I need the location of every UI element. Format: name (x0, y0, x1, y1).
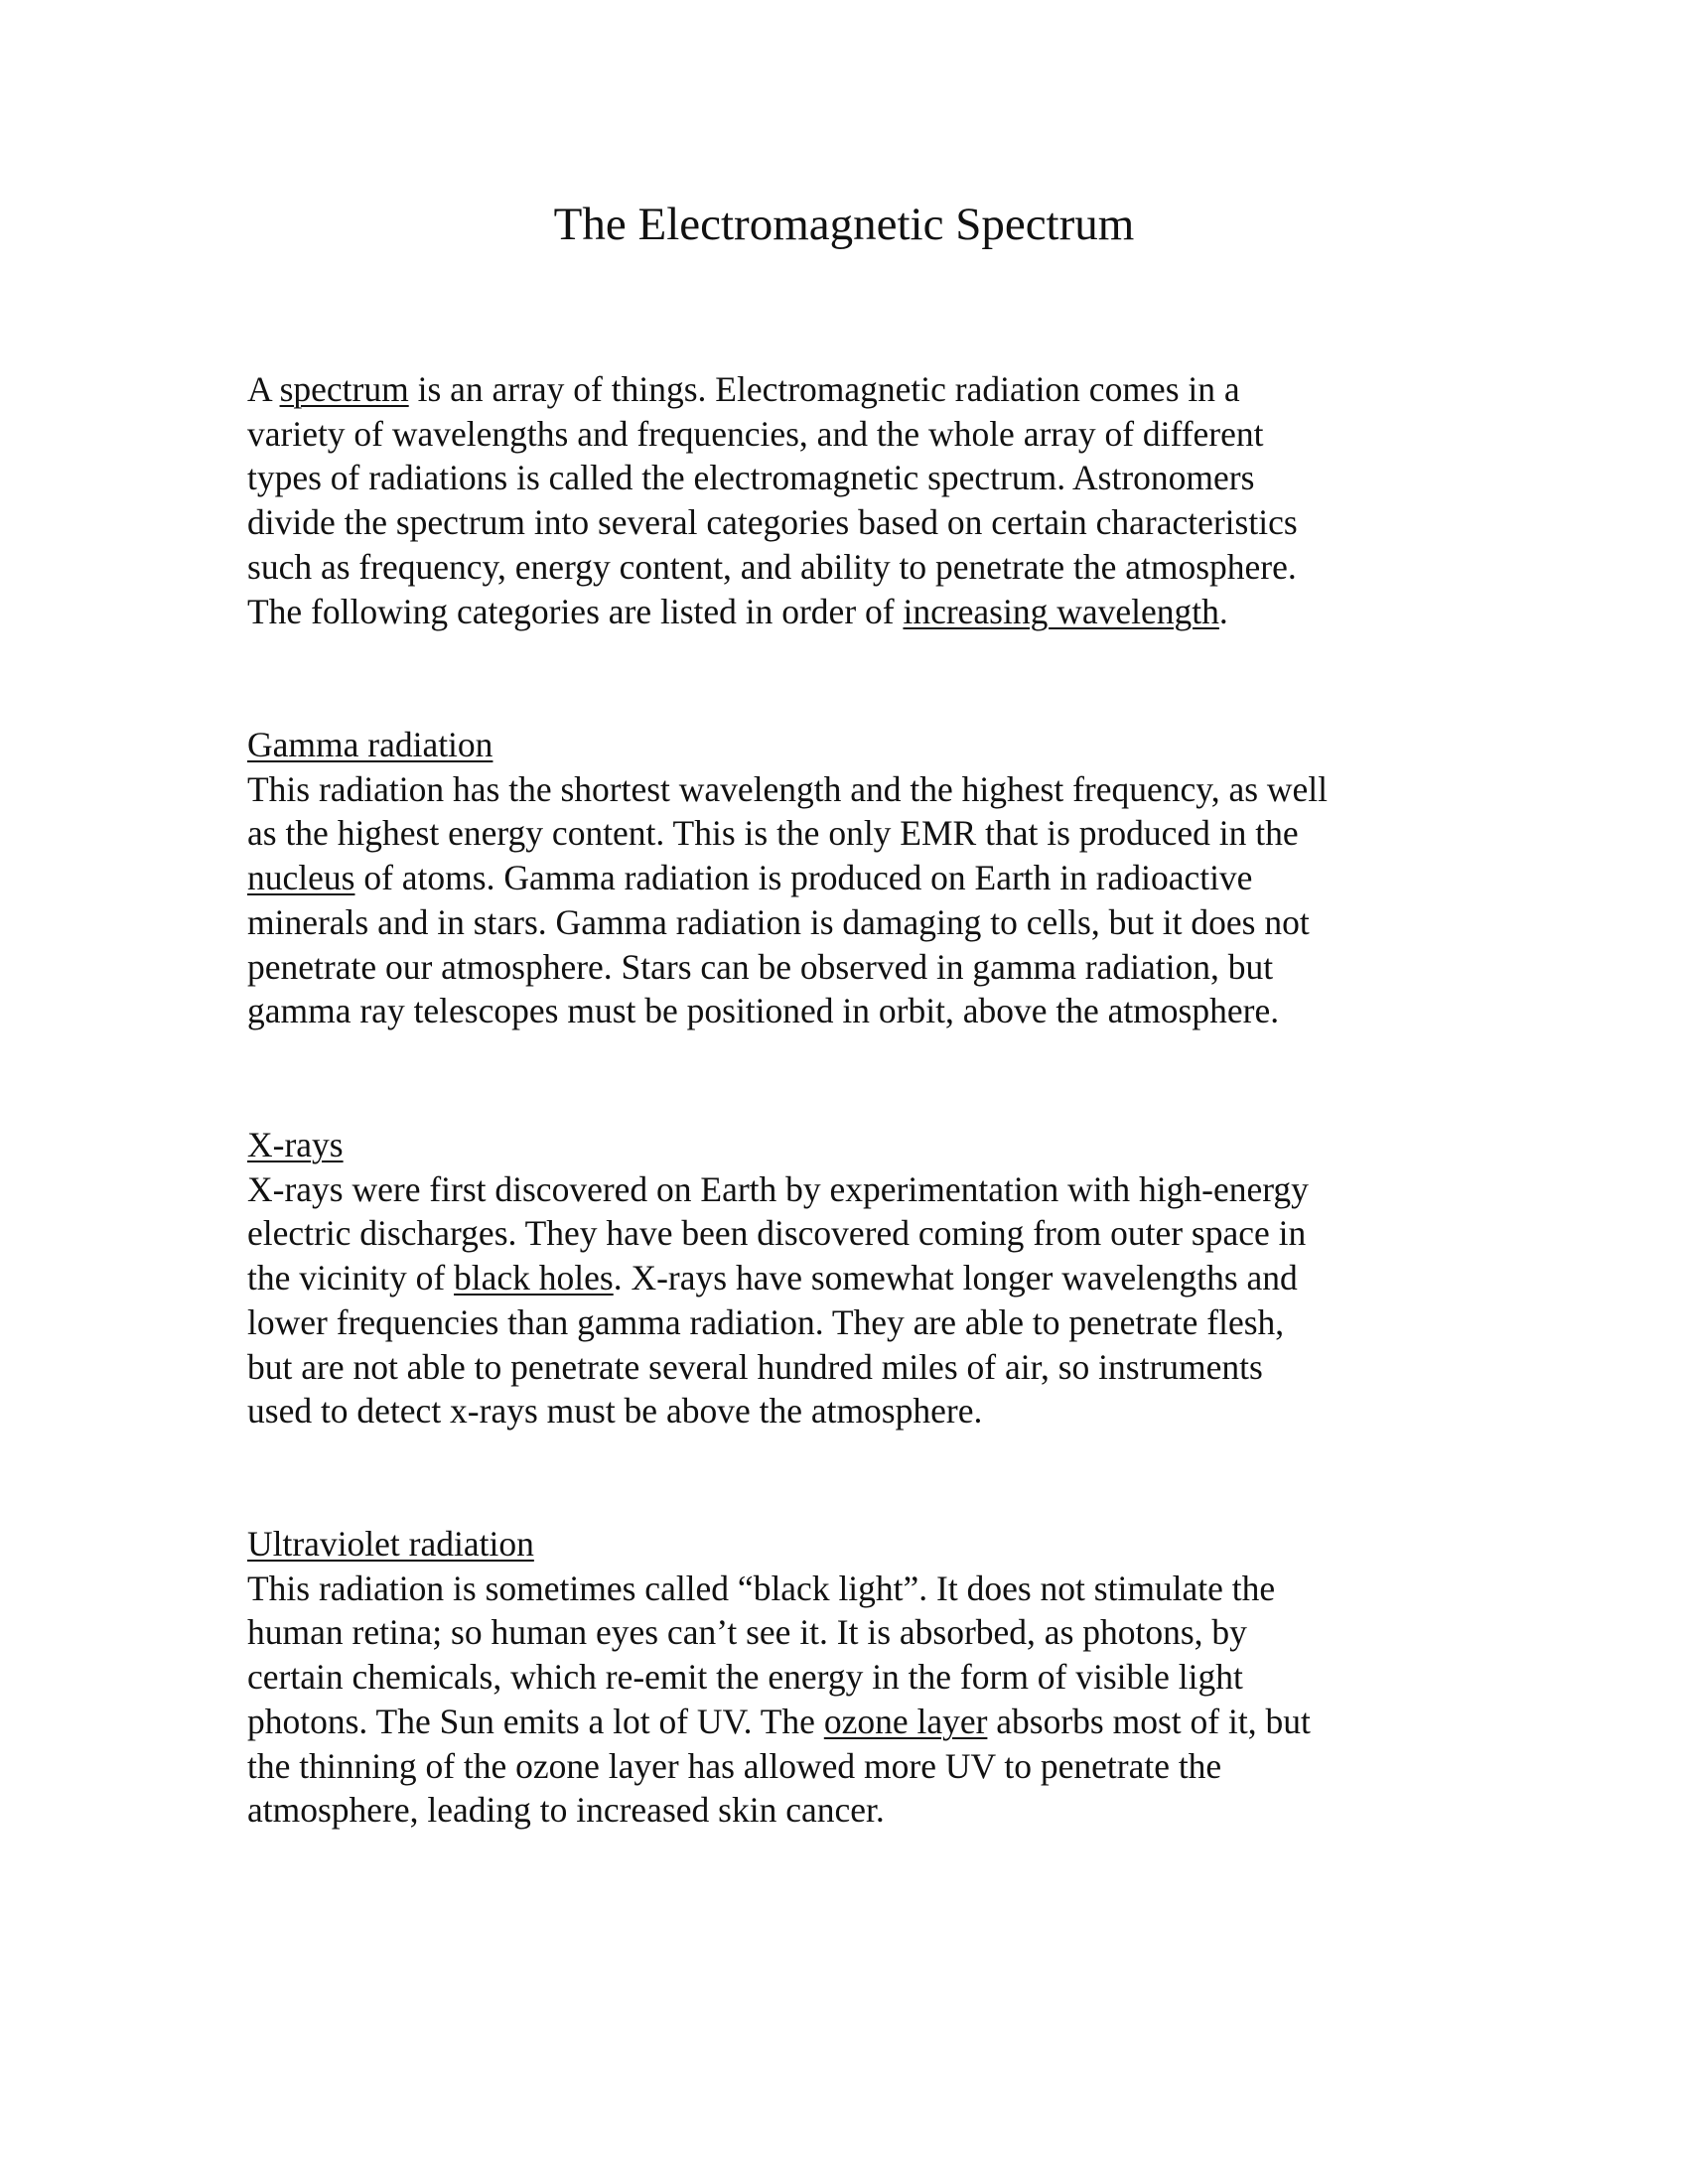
paragraph-line: certain chemicals, which re-emit the energy in the form of visible light (247, 1657, 1243, 1698)
paragraph-line: the vicinity of black holes. X-rays have somewhat longer wavelengths and (247, 1258, 1298, 1298)
intro-paragraph (247, 367, 1488, 633)
paragraph-line: electric discharges. They have been discovered coming from outer space in (247, 1213, 1307, 1254)
underlined-term: nucleus (247, 858, 355, 898)
underlined-term: spectrum (279, 369, 409, 409)
paragraph-line: such as frequency, energy content, and ability to penetrate the atmosphere. (247, 546, 1297, 587)
paragraph-line: penetrate our atmosphere. Stars can be observed in gamma radiation, but (247, 946, 1274, 987)
paragraph-line: as the highest energy content. This is the only EMR that is produced in the (247, 813, 1299, 854)
paragraph-line: variety of wavelengths and frequencies, and the whole array of different (247, 413, 1264, 454)
section-ultraviolet-radiation (247, 1522, 1488, 1833)
section-heading: X-rays (247, 1125, 344, 1164)
paragraph-line: used to detect x-rays must be above the atmosphere. (247, 1391, 983, 1432)
section-x-rays (247, 1123, 1488, 1433)
paragraph-line: divide the spectrum into several categories based on certain characteristics (247, 502, 1298, 543)
underlined-term: black holes (454, 1258, 614, 1298)
section-heading: Gamma radiation (247, 725, 493, 764)
paragraph-line: but are not able to penetrate several hundred miles of air, so instruments (247, 1346, 1263, 1387)
paragraph-line: types of radiations is called the electromagnetic spectrum. Astronomers (247, 458, 1255, 498)
paragraph-line: photons. The Sun emits a lot of UV. The ozone layer absorbs most of it, but (247, 1701, 1311, 1741)
paragraph-line: the thinning of the ozone layer has allowed more UV to penetrate the (247, 1745, 1222, 1786)
paragraph-line: atmosphere, leading to increased skin cancer. (247, 1790, 885, 1831)
paragraph-line: This radiation has the shortest wavelength and the highest frequency, as well (247, 768, 1329, 809)
paragraph-line: X-rays were first discovered on Earth by experimentation with high-energy (247, 1168, 1309, 1209)
paragraph-line: This radiation is sometimes called “black light”. It does not stimulate the (247, 1568, 1276, 1608)
paragraph-line: The following categories are listed in order of increasing wavelength. (247, 591, 1228, 631)
paragraph-line: lower frequencies than gamma radiation. They are able to penetrate flesh, (247, 1301, 1285, 1342)
section-heading: Ultraviolet radiation (247, 1524, 534, 1564)
underlined-term: ozone layer (823, 1701, 988, 1741)
paragraph-line: A spectrum is an array of things. Electromagnetic radiation comes in a (247, 369, 1240, 409)
page-title: The Electromagnetic Spectrum (553, 199, 1135, 250)
paragraph-line: nucleus of atoms. Gamma radiation is produced on Earth in radioactive (247, 858, 1253, 898)
underlined-term: increasing wavelength (903, 591, 1219, 631)
paragraph-line: human retina; so human eyes can’t see it. It is absorbed, as photons, by (247, 1612, 1247, 1653)
section-gamma-radiation (247, 723, 1488, 1033)
paragraph-line: minerals and in stars. Gamma radiation is damaging to cells, but it does not (247, 901, 1310, 942)
paragraph-line: gamma ray telescopes must be positioned in orbit, above the atmosphere. (247, 991, 1280, 1031)
